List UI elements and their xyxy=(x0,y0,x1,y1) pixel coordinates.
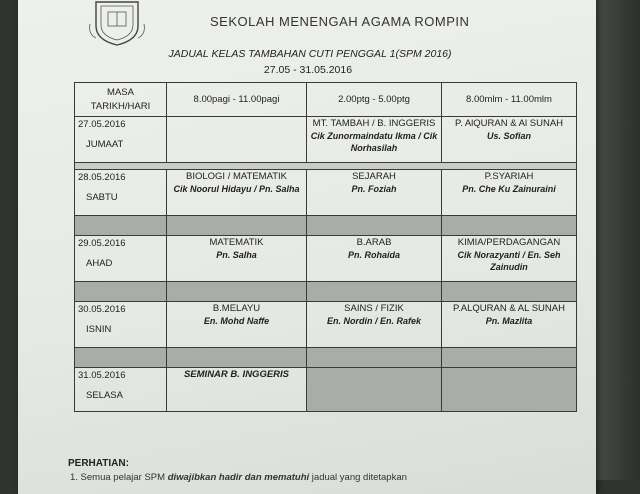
day-text: ISNIN xyxy=(86,324,112,335)
schedule-table xyxy=(74,82,577,412)
teacher-text: Pn. Rohaida xyxy=(347,250,400,260)
schedule-title: JADUAL KELAS TAMBAHAN CUTI PENGGAL 1(SPM 2016) xyxy=(168,48,452,60)
table-row xyxy=(75,236,577,282)
table-header-row xyxy=(75,83,577,117)
separator-cell xyxy=(75,163,577,170)
masa-tarikh-header xyxy=(75,83,167,117)
slot-header-afternoon: 2.00ptg - 5.00ptg xyxy=(307,83,442,117)
date-text: 31.05.2016 xyxy=(78,370,126,381)
shaded-cell xyxy=(442,348,577,368)
shaded-cell xyxy=(307,348,442,368)
teacher-text: Cik Noorul Hidayu / Pn. Salha xyxy=(173,184,300,194)
date-cell xyxy=(75,368,167,412)
day-text: JUMAAT xyxy=(86,139,124,150)
perhatian-heading: PERHATIAN: xyxy=(68,458,129,469)
note-emphasis: diwajibkan hadir dan mematuhi xyxy=(167,472,310,483)
schedule-date-range: 27.05 - 31.05.2016 xyxy=(263,64,353,76)
subject-text: P.SYARIAH xyxy=(484,171,534,182)
table-row xyxy=(75,302,577,348)
day-text: SABTU xyxy=(86,192,118,203)
teacher-text: Cik Norazyanti / En. Seh Zainudin xyxy=(457,250,561,272)
slot-cell xyxy=(442,302,577,348)
note-prefix: 1. Semua pelajar SPM xyxy=(70,472,168,483)
shaded-row xyxy=(75,282,577,302)
day-text: SELASA xyxy=(86,390,123,401)
date-text: 27.05.2016 xyxy=(78,119,126,130)
slot-cell xyxy=(167,170,307,216)
shaded-cell xyxy=(442,216,577,236)
tarikh-hari-label: TARIKH/HARI xyxy=(90,100,151,112)
slot-cell xyxy=(167,236,307,282)
teacher-text: Pn. Che Ku Zainuraini xyxy=(462,184,556,194)
subject-text: MATEMATIK xyxy=(209,237,264,248)
date-cell xyxy=(75,170,167,216)
date-cell xyxy=(75,117,167,163)
teacher-text: En. Mohd Naffe xyxy=(203,316,270,326)
slot-cell xyxy=(167,117,307,163)
teacher-text: Pn. Mazlita xyxy=(485,316,533,326)
shaded-cell xyxy=(75,282,167,302)
shaded-cell xyxy=(75,348,167,368)
slot-cell xyxy=(307,117,442,163)
teacher-text: Pn. Foziah xyxy=(351,184,397,194)
separator-row xyxy=(75,163,577,170)
table-row xyxy=(75,117,577,163)
seminar-cell: SEMINAR B. INGGERIS xyxy=(167,368,307,412)
table-row xyxy=(75,368,577,412)
date-cell xyxy=(75,302,167,348)
shaded-cell xyxy=(442,368,577,412)
subject-text: SAINS / FIZIK xyxy=(344,303,404,314)
subject-text: B.ARAB xyxy=(356,237,392,248)
note-line xyxy=(70,472,407,483)
teacher-text: Cik Zunormaindatu Ikma / Cik Norhasilah xyxy=(310,131,438,153)
shaded-cell xyxy=(167,216,307,236)
teacher-text: En. Nordin / En. Rafek xyxy=(326,316,421,326)
slot-cell xyxy=(307,302,442,348)
subject-text: BIOLOGI / MATEMATIK xyxy=(186,171,287,182)
slot-cell xyxy=(307,236,442,282)
shaded-cell xyxy=(167,348,307,368)
slot-cell xyxy=(442,117,577,163)
subject-text: B.MELAYU xyxy=(212,303,261,314)
slot-cell xyxy=(307,170,442,216)
subject-text: MT. TAMBAH / B. INGGERIS xyxy=(312,118,436,129)
shaded-cell xyxy=(167,282,307,302)
date-text: 28.05.2016 xyxy=(78,172,126,183)
shaded-cell xyxy=(442,282,577,302)
masa-label: MASA xyxy=(107,86,134,98)
subject-text: P.ALQURAN & AL SUNAH xyxy=(453,303,565,314)
slot-header-night: 8.00mlm - 11.00mlm xyxy=(442,83,577,117)
shaded-cell xyxy=(307,216,442,236)
table-row xyxy=(75,170,577,216)
subject-text: P. AlQURAN & Al SUNAH xyxy=(454,118,564,129)
slot-cell xyxy=(442,170,577,216)
teacher-text: Pn. Salha xyxy=(216,250,257,260)
school-crest-icon xyxy=(88,0,146,46)
note-suffix: jadual yang ditetapkan xyxy=(309,472,407,483)
subject-text: SEJARAH xyxy=(352,171,396,182)
slot-cell xyxy=(167,302,307,348)
date-text: 29.05.2016 xyxy=(78,238,126,249)
slot-header-morning: 8.00pagi - 11.00pagi xyxy=(167,83,307,117)
shaded-cell xyxy=(307,282,442,302)
school-name: SEKOLAH MENENGAH AGAMA ROMPIN xyxy=(210,14,470,29)
shaded-cell xyxy=(307,368,442,412)
shaded-row xyxy=(75,348,577,368)
slot-cell xyxy=(442,236,577,282)
date-text: 30.05.2016 xyxy=(78,304,126,315)
subject-text: KIMIA/PERDAGANGAN xyxy=(457,237,561,248)
date-cell xyxy=(75,236,167,282)
shaded-cell xyxy=(75,216,167,236)
teacher-text: Us. Sofian xyxy=(486,131,531,141)
shaded-row xyxy=(75,216,577,236)
day-text: AHAD xyxy=(86,258,113,269)
